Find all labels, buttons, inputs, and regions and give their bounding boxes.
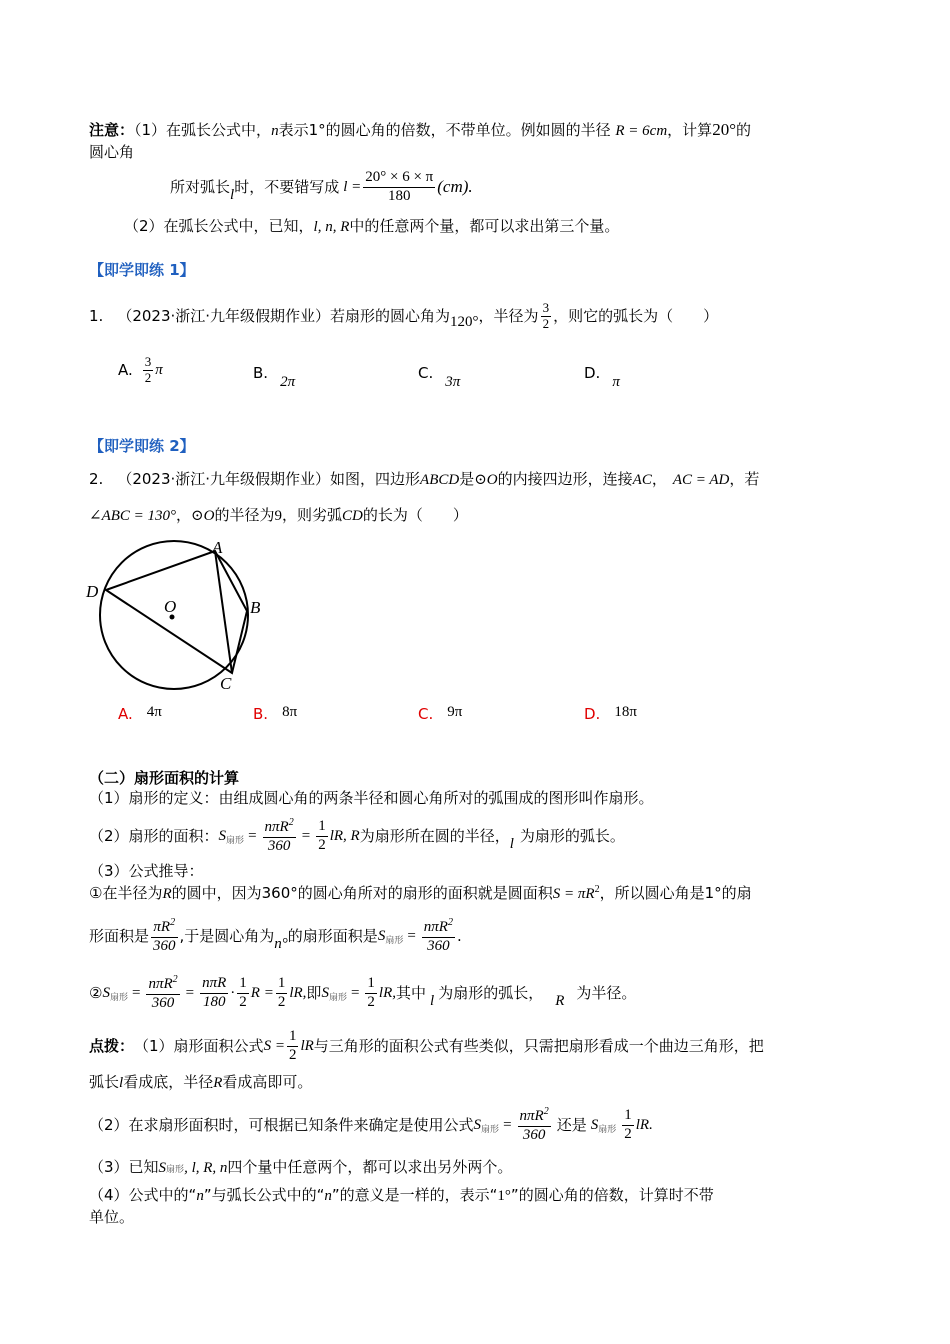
practice1-option-d[interactable]: D. π (584, 364, 620, 390)
tip-1-line2: 弧长l看成底，半径R看成高即可。 (89, 1073, 313, 1091)
practice1-heading: 【即学即练 1】 (89, 261, 195, 279)
practice1-option-a[interactable]: A. $\frac{3}{2}$ π (118, 353, 163, 385)
practice2-option-b[interactable]: B. 8π (253, 704, 298, 723)
note-line-1b: 圆心角 (89, 143, 135, 161)
sector-area-line: （2）扇形的面积： S 扇形 = $\frac{n\pi R^2}{360}$ = $\frac{1}{2}$ lR, R 为扇形所在圆的半径， l 为扇形的弧长。 (89, 817, 625, 854)
label-o: O (164, 597, 177, 616)
practice1-option-b[interactable]: B. 2π (253, 364, 296, 390)
note-line-3: （2）在弧长公式中，已知，l, n, R中的任意两个量，都可以求出第三个量。 (124, 217, 620, 235)
circle-figure (84, 535, 274, 695)
label-b: B (250, 598, 261, 617)
derivation-2: ② S 扇形 = $\frac{n\pi R^2}{360}$ = $\frac{\text{nπR}}{180}$ · $\frac{1}{2}$ R = $\frac{1}{2}$ lR, 即 S 扇形 = $\frac{1}{2}$ lR, 其中 l 为扇形的弧长， R 为半径。 (89, 974, 637, 1011)
quadrilateral-abcd (106, 551, 247, 673)
segment-ac (215, 551, 232, 673)
label-a: A (212, 538, 223, 557)
note-label: 注意： (89, 121, 135, 139)
sector-heading: （二）扇形面积的计算 (89, 769, 240, 787)
practice1-option-c[interactable]: C. 3π (418, 364, 461, 390)
note-line-2: 所对弧长 l 时，不要错写成 l = $\frac{20^\circ \times 6 \times \pi}{180}$ (cm). (170, 169, 473, 204)
practice2-stem-line1: 2. （2023·浙江·九年级假期作业）如图，四边形ABCD是⊙O的内接四边形，连接AC， AC = AD，若 (89, 470, 760, 488)
practice2-option-c[interactable]: C. 9π (418, 704, 463, 723)
label-d: D (86, 582, 99, 601)
radius-fraction: $\frac{3}{2}$ (542, 299, 550, 331)
practice2-heading: 【即学即练 2】 (89, 437, 195, 455)
practice2-option-d[interactable]: D. 18π (584, 704, 637, 723)
tip-4-line1: （4）公式中的“n”与弧长公式中的“n”的意义是一样的，表示“1°”的圆心角的倍数，计算时不带 (89, 1186, 714, 1204)
tip-label: 点拨： (89, 1037, 135, 1055)
practice2-option-a[interactable]: A. 4π (118, 704, 162, 723)
sector-definition: （1）扇形的定义：由组成圆心角的两条半径和圆心角所对的弧围成的图形叫作扇形。 (89, 789, 654, 807)
label-c: C (220, 674, 232, 693)
tip-2: （2）在求扇形面积时，可根据已知条件来确定是使用公式 S 扇形 = $\frac{n\pi R^2}{360}$ 还是 S 扇形 $\frac{1}{2}$ lR. (89, 1106, 653, 1143)
practice2-stem-line2: ∠ABC = 130°，⊙O的半径为9，则劣弧CD的长为（ ） (89, 506, 468, 524)
note-line-1: 注意：（1）在弧长公式中，n表示1°的圆心角的倍数，不带单位。例如圆的半径 R = 6cm，计算20°的 (89, 120, 752, 139)
derivation-1-line1: ①在半径为R的圆中，因为360°的圆心角所对的扇形的面积就是圆面积$S = \pi R^2$，所以圆心角是1°的扇 (89, 884, 752, 902)
derivation-1-line2: 形面积是 $\frac{\pi R^2}{360}$ ,于是圆心角为 n° 的扇形面积是 S 扇形 = $\frac{n\pi R^2}{360}$ . (89, 917, 462, 954)
tip-4-line2: 单位。 (89, 1208, 135, 1226)
practice1-stem: 1. （2023·浙江·九年级假期作业） 若扇形的圆心角为 120° ，半径为 $\frac{3}{2}$ ，则它的弧长为（ ） (89, 299, 719, 331)
derivation-heading: （3）公式推导： (89, 862, 204, 880)
tip-3: （3）已知S扇形, l, R, n四个量中任意两个，都可以求出另外两个。 (89, 1158, 513, 1176)
tip-1-line1: 点拨： （1）扇形面积公式 S = $\frac{1}{2}$ lR 与三角形的面积公式有些类似，只需把扇形看成一个曲边三角形，把 (89, 1028, 764, 1063)
wrong-formula-fraction: $\frac{20^\circ \times 6 \times \pi}{180}$ (365, 169, 434, 204)
